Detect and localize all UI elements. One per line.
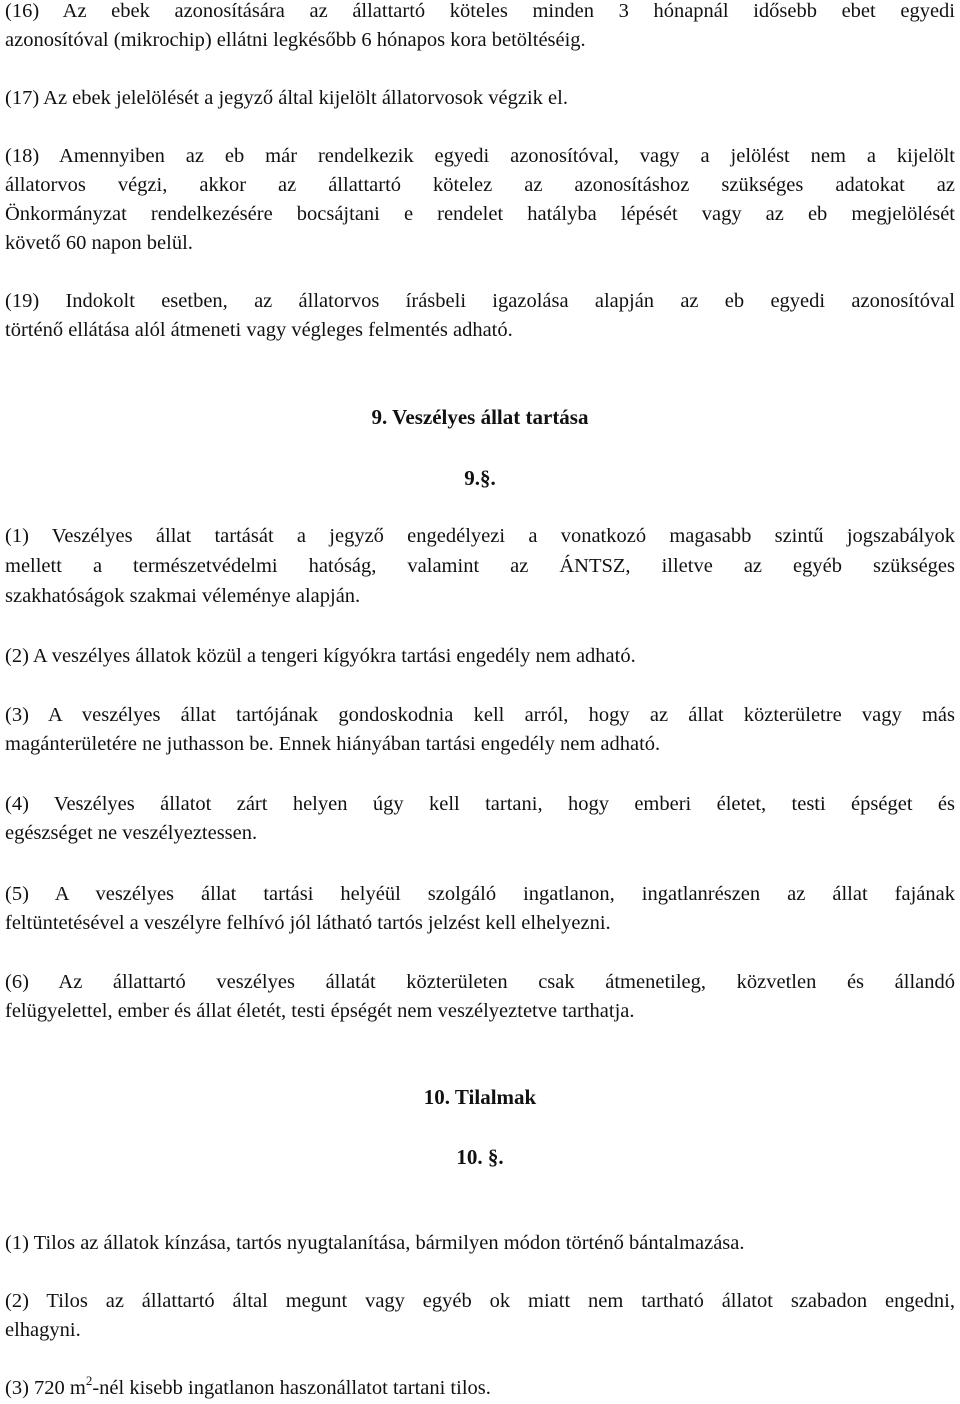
section-9-paragraph-6-line-1: (6) Az állattartó veszélyes állatát közterületen csak átmenetileg, közvetlen és állandó xyxy=(5,971,955,993)
section-10-paragraph-3 xyxy=(5,1374,955,1402)
paragraph-18-line-1: (18) Amennyiben az eb már rendelkezik egyedi azonosítóval, vagy a jelölést nem a kijelölt xyxy=(5,145,955,167)
section-9-paragraph-3-line-2: magánterületére ne juthasson be. Ennek hiányában tartási engedély nem adható. xyxy=(5,733,661,755)
section-9-paragraph-3-line-1: (3) A veszélyes állat tartójának gondoskodnia kell arról, hogy az állat közterületre vagy más xyxy=(5,704,955,726)
section-10-paragraph-2-line-1: (2) Tilos az állattartó által megunt vagy egyéb ok miatt nem tartható állatot szabadon engedni, xyxy=(5,1290,955,1312)
paragraph-18-line-2: állatorvos végzi, akkor az állattartó kötelez az azonosításhoz szükséges adatokat az xyxy=(5,174,955,196)
paragraph-19-line-2: történő ellátása alól átmeneti vagy végleges felmentés adható. xyxy=(5,319,513,341)
section-9-paragraph-6-line-2: felügyelettel, ember és állat életét, testi épségét nem veszélyeztetve tarthatja. xyxy=(5,1000,635,1022)
section-9-paragraph-1-line-3: szakhatóságok szakmai véleménye alapján. xyxy=(5,585,361,607)
section-10-paragraph-3-after: -nél kisebb ingatlanon haszonállatot tartani tilos. xyxy=(92,1377,491,1399)
section-9-paragraph-4-line-1: (4) Veszélyes állatot zárt helyen úgy kell tartani, hogy emberi életet, testi épséget és xyxy=(5,793,955,815)
section-10-paragraph-1-line-1: (1) Tilos az állatok kínzása, tartós nyugtalanítása, bármilyen módon történő bántalmazása. xyxy=(5,1232,745,1254)
section-10-paragraph-3-before: (3) 720 m xyxy=(5,1377,86,1399)
paragraph-18-line-3: Önkormányzat rendelkezésére bocsájtani e rendelet hatályba lépését vagy az eb megjelölését xyxy=(5,203,955,225)
section-9-number: 9.§. xyxy=(464,466,496,490)
paragraph-16-line-1: (16) Az ebek azonosítására az állattartó köteles minden 3 hónapnál idősebb ebet egyedi xyxy=(5,0,955,22)
section-10-title: 10. Tilalmak xyxy=(423,1085,537,1109)
paragraph-18-line-4: követő 60 napon belül. xyxy=(5,232,193,254)
superscript-2: 2 xyxy=(85,1373,93,1388)
paragraph-19-line-1: (19) Indokolt esetben, az állatorvos írásbeli igazolása alapján az eb egyedi azonosítóval xyxy=(5,290,955,312)
section-9-paragraph-1-line-1: (1) Veszélyes állat tartását a jegyző engedélyezi a vonatkozó magasabb szintű jogszabályok xyxy=(5,525,955,547)
section-9-paragraph-2-line-1: (2) A veszélyes állatok közül a tengeri kígyókra tartási engedély nem adható. xyxy=(5,645,636,667)
paragraph-16-line-2: azonosítóval (mikrochip) ellátni legkésőbb 6 hónapos kora betöltéséig. xyxy=(5,29,586,51)
section-9-paragraph-5-line-1: (5) A veszélyes állat tartási helyéül szolgáló ingatlanon, ingatlanrészen az állat fajának xyxy=(5,883,955,905)
section-9-paragraph-1-line-2: mellett a természetvédelmi hatóság, valamint az ÁNTSZ, illetve az egyéb szükséges xyxy=(5,555,955,577)
section-10-number: 10. §. xyxy=(456,1145,504,1169)
section-9-title: 9. Veszélyes állat tartása xyxy=(371,405,589,429)
section-9-paragraph-4-line-2: egészséget ne veszélyeztessen. xyxy=(5,822,258,844)
paragraph-17-line-1: (17) Az ebek jelelölését a jegyző által kijelölt állatorvosok végzik el. xyxy=(5,87,568,109)
section-10-paragraph-2-line-2: elhagyni. xyxy=(5,1319,81,1341)
section-9-paragraph-5-line-2: feltüntetésével a veszélyre felhívó jól látható tartós jelzést kell elhelyezni. xyxy=(5,912,611,934)
